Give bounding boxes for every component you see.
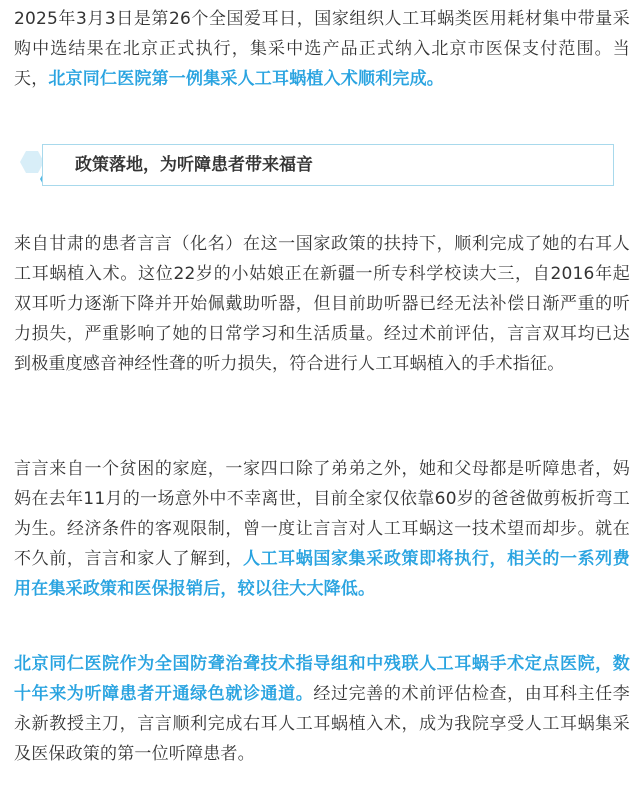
intro-paragraph	[14, 4, 630, 94]
hospital-paragraph	[14, 649, 630, 769]
section-header	[12, 144, 614, 188]
hospital-text: 经过完善的术前评估检查，由耳科主任李永新教授主刀，言言顺利完成右耳人工耳蜗植入术，成为我院享受人工耳蜗集采及医保政策的第一位听障患者。	[14, 684, 630, 764]
hospital-highlight: 北京同仁医院作为全国防聋治聋技术指导组和中残联人工耳蜗手术定点医院，数十年来为听障患者开通绿色就诊通道。	[14, 654, 630, 704]
patient-paragraph: 来自甘肃的患者言言（化名）在这一国家政策的扶持下，顺利完成了她的右耳人工耳蜗植入术。这位22岁的小姑娘正在新疆一所专科学校读大三，自2016年起双耳听力逐渐下降并开始佩戴助听器，但目前助听器已经无法补偿日渐严重的听力损失，严重影响了她的日常学习和生活质量。经过术前评估，言言双耳均已达到极重度感音神经性聋的听力损失，符合进行人工耳蜗植入的手术指征。	[14, 234, 630, 374]
family-highlight: 人工耳蜗国家集采政策即将执行，相关的一系列费用在集采政策和医保报销后，较以往大大降低。	[14, 549, 630, 599]
family-text: 言言来自一个贫困的家庭，一家四口除了弟弟之外，她和父母都是听障患者，妈妈在去年11月的一场意外中不幸离世，目前全家仅依靠60岁的爸爸做剪板折弯工为生。经济条件的客观限制，曾一度让言言对人工耳蜗这一技术望而却步。就在不久前，言言和家人了解到，	[14, 459, 630, 569]
intro-highlight: 北京同仁医院第一例集采人工耳蜗植入术顺利完成。	[48, 69, 445, 89]
intro-text: 2025年3月3日是第26个全国爱耳日，国家组织人工耳蜗类医用耗材集中带量采购中选结果在北京正式执行，集采中选产品正式纳入北京市医保支付范围。当天，	[14, 9, 630, 89]
section-title-box	[42, 144, 614, 186]
family-paragraph	[14, 454, 630, 604]
section-title: 政策落地，为听障患者带来福音	[75, 155, 313, 175]
